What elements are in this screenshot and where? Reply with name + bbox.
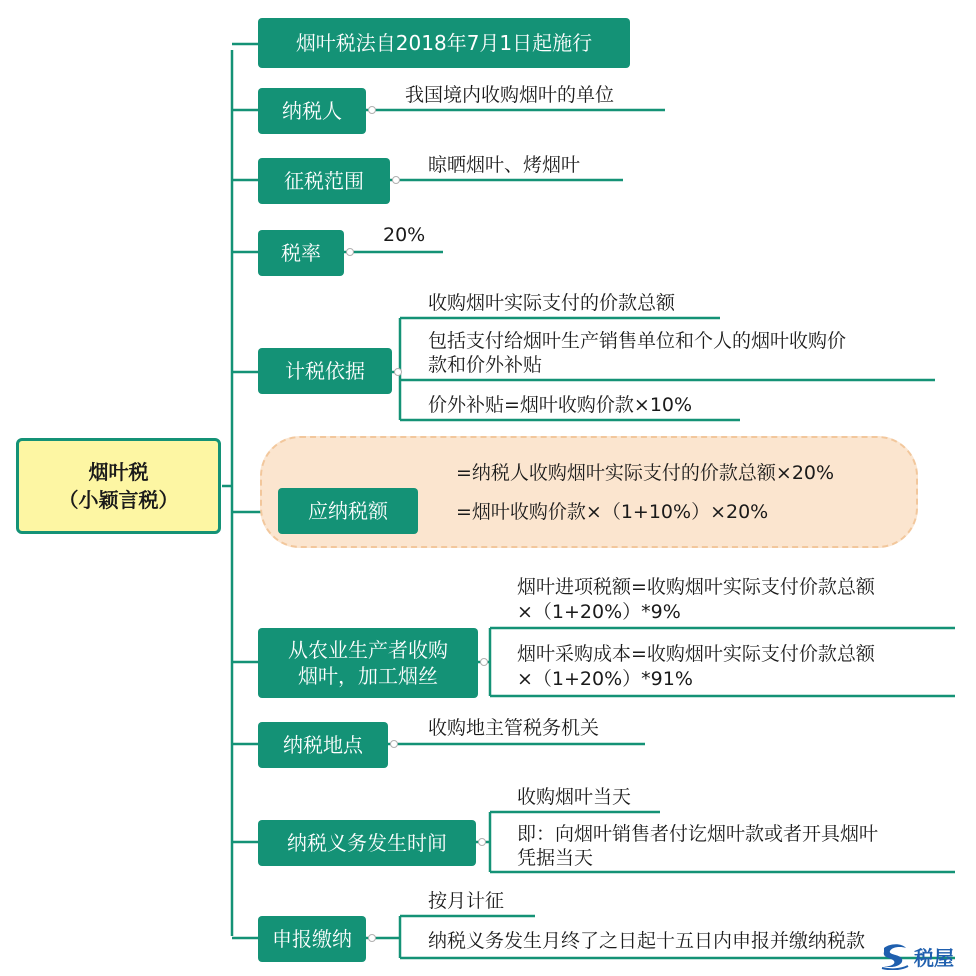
node-basis[interactable]: [258, 348, 392, 394]
watermark-logo-icon: [880, 942, 910, 970]
node-rate[interactable]: [258, 230, 344, 276]
payable-formula-1: =纳税人收购烟叶实际支付的价款总额×20%: [456, 462, 835, 484]
basis-item-2-line-2: 款和价外补贴: [428, 354, 543, 376]
node-place-label: 纳税地点: [283, 733, 363, 757]
root-subtitle: （小颖言税）: [58, 488, 179, 512]
rate-detail: 20%: [383, 224, 426, 246]
node-place[interactable]: [258, 722, 388, 768]
filing-item-1: 按月计征: [428, 890, 505, 912]
node-taxpayer[interactable]: [258, 88, 366, 134]
node-taxpayer-label: 纳税人: [282, 99, 342, 123]
place-detail: 收购地主管税务机关: [428, 717, 600, 739]
watermark: [880, 940, 972, 972]
root-node[interactable]: [16, 438, 221, 534]
node-basis-label: 计税依据: [285, 359, 365, 383]
payable-formula-2: =烟叶收购价款×（1+10%）×20%: [456, 501, 769, 523]
node-filing[interactable]: [258, 916, 366, 962]
node-obligation-time[interactable]: [258, 820, 476, 866]
agri-input-tax-line-1: 烟叶进项税额=收购烟叶实际支付价款总额: [517, 576, 875, 598]
basis-item-2-line-1: 包括支付给烟叶生产销售单位和个人的烟叶收购价: [428, 330, 847, 352]
time-item-2-line-2: 凭据当天: [517, 847, 594, 869]
agri-cost-line-2: ×（1+20%）*91%: [517, 668, 693, 690]
node-rate-label: 税率: [281, 241, 321, 265]
root-title: 烟叶税: [88, 460, 149, 484]
taxpayer-detail: 我国境内收购烟叶的单位: [405, 84, 615, 106]
node-effective-date-label: 烟叶税法自2018年7月1日起施行: [295, 31, 593, 55]
basis-item-1: 收购烟叶实际支付的价款总额: [428, 292, 676, 314]
node-payable[interactable]: [278, 488, 418, 534]
scope-detail: 晾晒烟叶、烤烟叶: [428, 154, 581, 176]
agri-input-tax-line-2: ×（1+20%）*9%: [517, 601, 681, 623]
node-agri-purchase[interactable]: [258, 628, 478, 698]
node-payable-label: 应纳税额: [308, 499, 388, 523]
node-agri-label-line2: 烟叶，加工烟丝: [298, 664, 438, 688]
time-item-2-line-1: 即：向烟叶销售者付讫烟叶款或者开具烟叶: [517, 823, 879, 845]
node-scope-label: 征税范围: [284, 169, 364, 193]
node-agri-label-line1: 从农业生产者收购: [288, 638, 448, 662]
basis-item-3: 价外补贴=烟叶收购价款×10%: [428, 394, 693, 416]
node-scope[interactable]: [258, 158, 390, 204]
watermark-text: 税屋: [914, 945, 954, 970]
filing-item-2: 纳税义务发生月终了之日起十五日内申报并缴纳税款: [428, 930, 866, 952]
time-item-1: 收购烟叶当天: [517, 786, 632, 808]
node-filing-label: 申报缴纳: [272, 927, 352, 951]
node-obligation-time-label: 纳税义务发生时间: [287, 831, 447, 855]
node-effective-date[interactable]: [258, 18, 630, 68]
agri-cost-line-1: 烟叶采购成本=收购烟叶实际支付价款总额: [517, 643, 875, 665]
